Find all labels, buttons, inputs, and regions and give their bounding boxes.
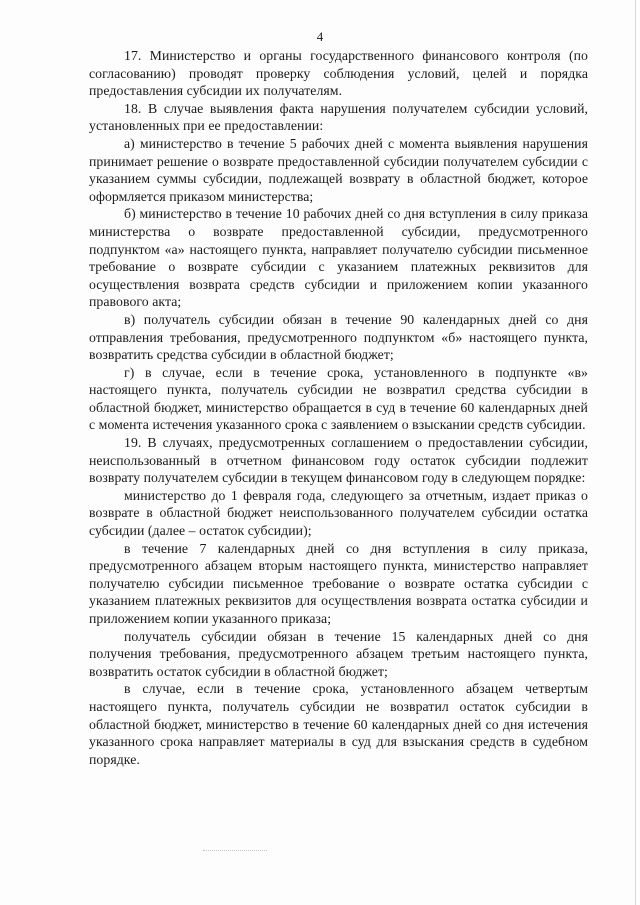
paragraph-18: 18. В случае выявления факта нарушения получателем субсидии условий, установленных при ее предоставлении: bbox=[89, 100, 588, 134]
paragraph-17: 17. Министерство и органы государственного финансового контроля (по согласованию) проводят проверку соблюдения условий, целей и порядка предоставления субсидии их получателям. bbox=[89, 48, 588, 99]
paragraph-18-a: а) министерство в течение 5 рабочих дней с момента выявления нарушения принимает решение о возврате предоставленной субсидии получателем субсидии с указанием суммы субсидии, подлежащей возврату в областной бюджет, которое оформляется приказом министерства; bbox=[89, 135, 588, 204]
document-body bbox=[89, 47, 588, 768]
paragraph-19-item-1: министерство до 1 февраля года, следующего за отчетным, издает приказ о возврате в областной бюджет неиспользованного получателем субсидии остатка субсидии (далее – остаток субсидии); bbox=[89, 487, 588, 539]
scan-artifact-dots bbox=[203, 850, 267, 852]
scan-edge-line bbox=[635, 0, 636, 905]
paragraph-19-item-2: в течение 7 календарных дней со дня вступления в силу приказа, предусмотренного абзацем вторым настоящего пункта, министерство направляет получателю субсидии письменное требование о возврате остатка субсидии с указанием платежных реквизитов для осуществления возврата остатка субсидии и приложением копии указанного приказа; bbox=[89, 540, 588, 626]
paragraph-19-item-3: получатель субсидии обязан в течение 15 календарных дней со дня получения требования, предусмотренного абзацем третьим настоящего пункта, возвратить остаток субсидии в областной бюджет; bbox=[89, 628, 588, 679]
paragraph-19: 19. В случаях, предусмотренных соглашением о предоставлении субсидии, неиспользованный в отчетном финансовом году остаток субсидии подлежит возврату получателем субсидии в текущем финансовом году в следующем порядке: bbox=[89, 435, 588, 486]
paragraph-19-item-4: в случае, если в течение срока, установленного абзацем четвертым настоящего пункта, получатель субсидии не возвратил остаток субсидии в областной бюджет, министерство в течение 60 календарных дней со дня истечения указанного срока направляет материалы в суд для взыскания средств в судебном порядке. bbox=[89, 681, 588, 767]
paragraph-18-v: в) получатель субсидии обязан в течение 90 календарных дней со дня отправления требования, предусмотренного подпунктом «б» настоящего пункта, возвратить средства субсидии в областной бюджет; bbox=[89, 311, 588, 363]
page-number: 4 bbox=[316, 29, 324, 44]
paragraph-18-g: г) в случае, если в течение срока, установленного в подпункте «в» настоящего пункта, получатель субсидии не возвратил средства субсидии в областной бюджет, министерство обращается в суд в течение 60 календарных дней с момента истечения указанного срока с заявлением о взыскании средств субсидии. bbox=[89, 364, 588, 433]
paragraph-18-b: б) министерство в течение 10 рабочих дней со дня вступления в силу приказа министерства о возврате предоставленной субсидии, предусмотренного подпунктом «а» настоящего пункта, направляет получателю субсидии письменное требование о возврате субсидии с указанием платежных реквизитов для осуществления возврата средств субсидии и приложением копии указанного правового акта; bbox=[89, 206, 588, 310]
